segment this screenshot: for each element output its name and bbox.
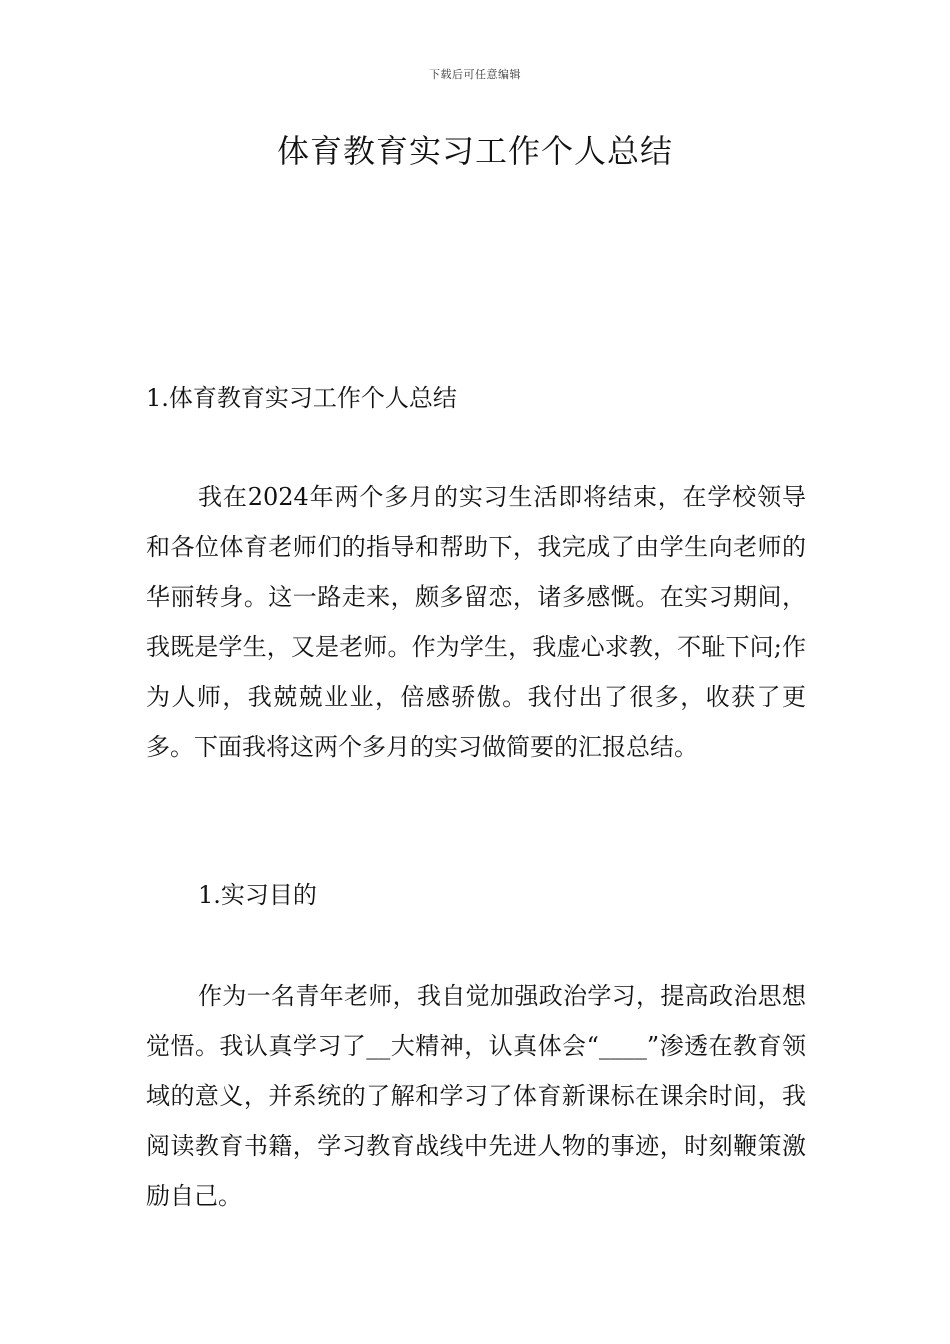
purpose-paragraph: 作为一名青年老师，我自觉加强政治学习，提高政治思想觉悟。我认真学习了__大精神，认真体会“____”渗透在教育领域的意义，并系统的了解和学习了体育新课标在课余时间，我阅读教育书籍，学习教育战线中先进人物的事迹，时刻鞭策激励自己。 [146, 982, 806, 1210]
header-note: 下载后可任意编辑 [429, 68, 521, 81]
sub-heading-purpose: 1.实习目的 [198, 881, 317, 909]
document-title: 体育教育实习工作个人总结 [276, 132, 673, 170]
intro-paragraph: 我在2024年两个多月的实习生活即将结束，在学校领导和各位体育老师们的指导和帮助下，我完成了由学生向老师的华丽转身。这一路走来，颇多留恋，诸多感慨。在实习期间，我既是学生，又是老师。作为学生，我虚心求教，不耻下问;作为人师，我兢兢业业，倍感骄傲。我付出了很多，收获了更多。下面我将这两个多月的实习做简要的汇报总结。 [146, 483, 806, 761]
section-heading: 1.体育教育实习工作个人总结 [146, 384, 457, 412]
